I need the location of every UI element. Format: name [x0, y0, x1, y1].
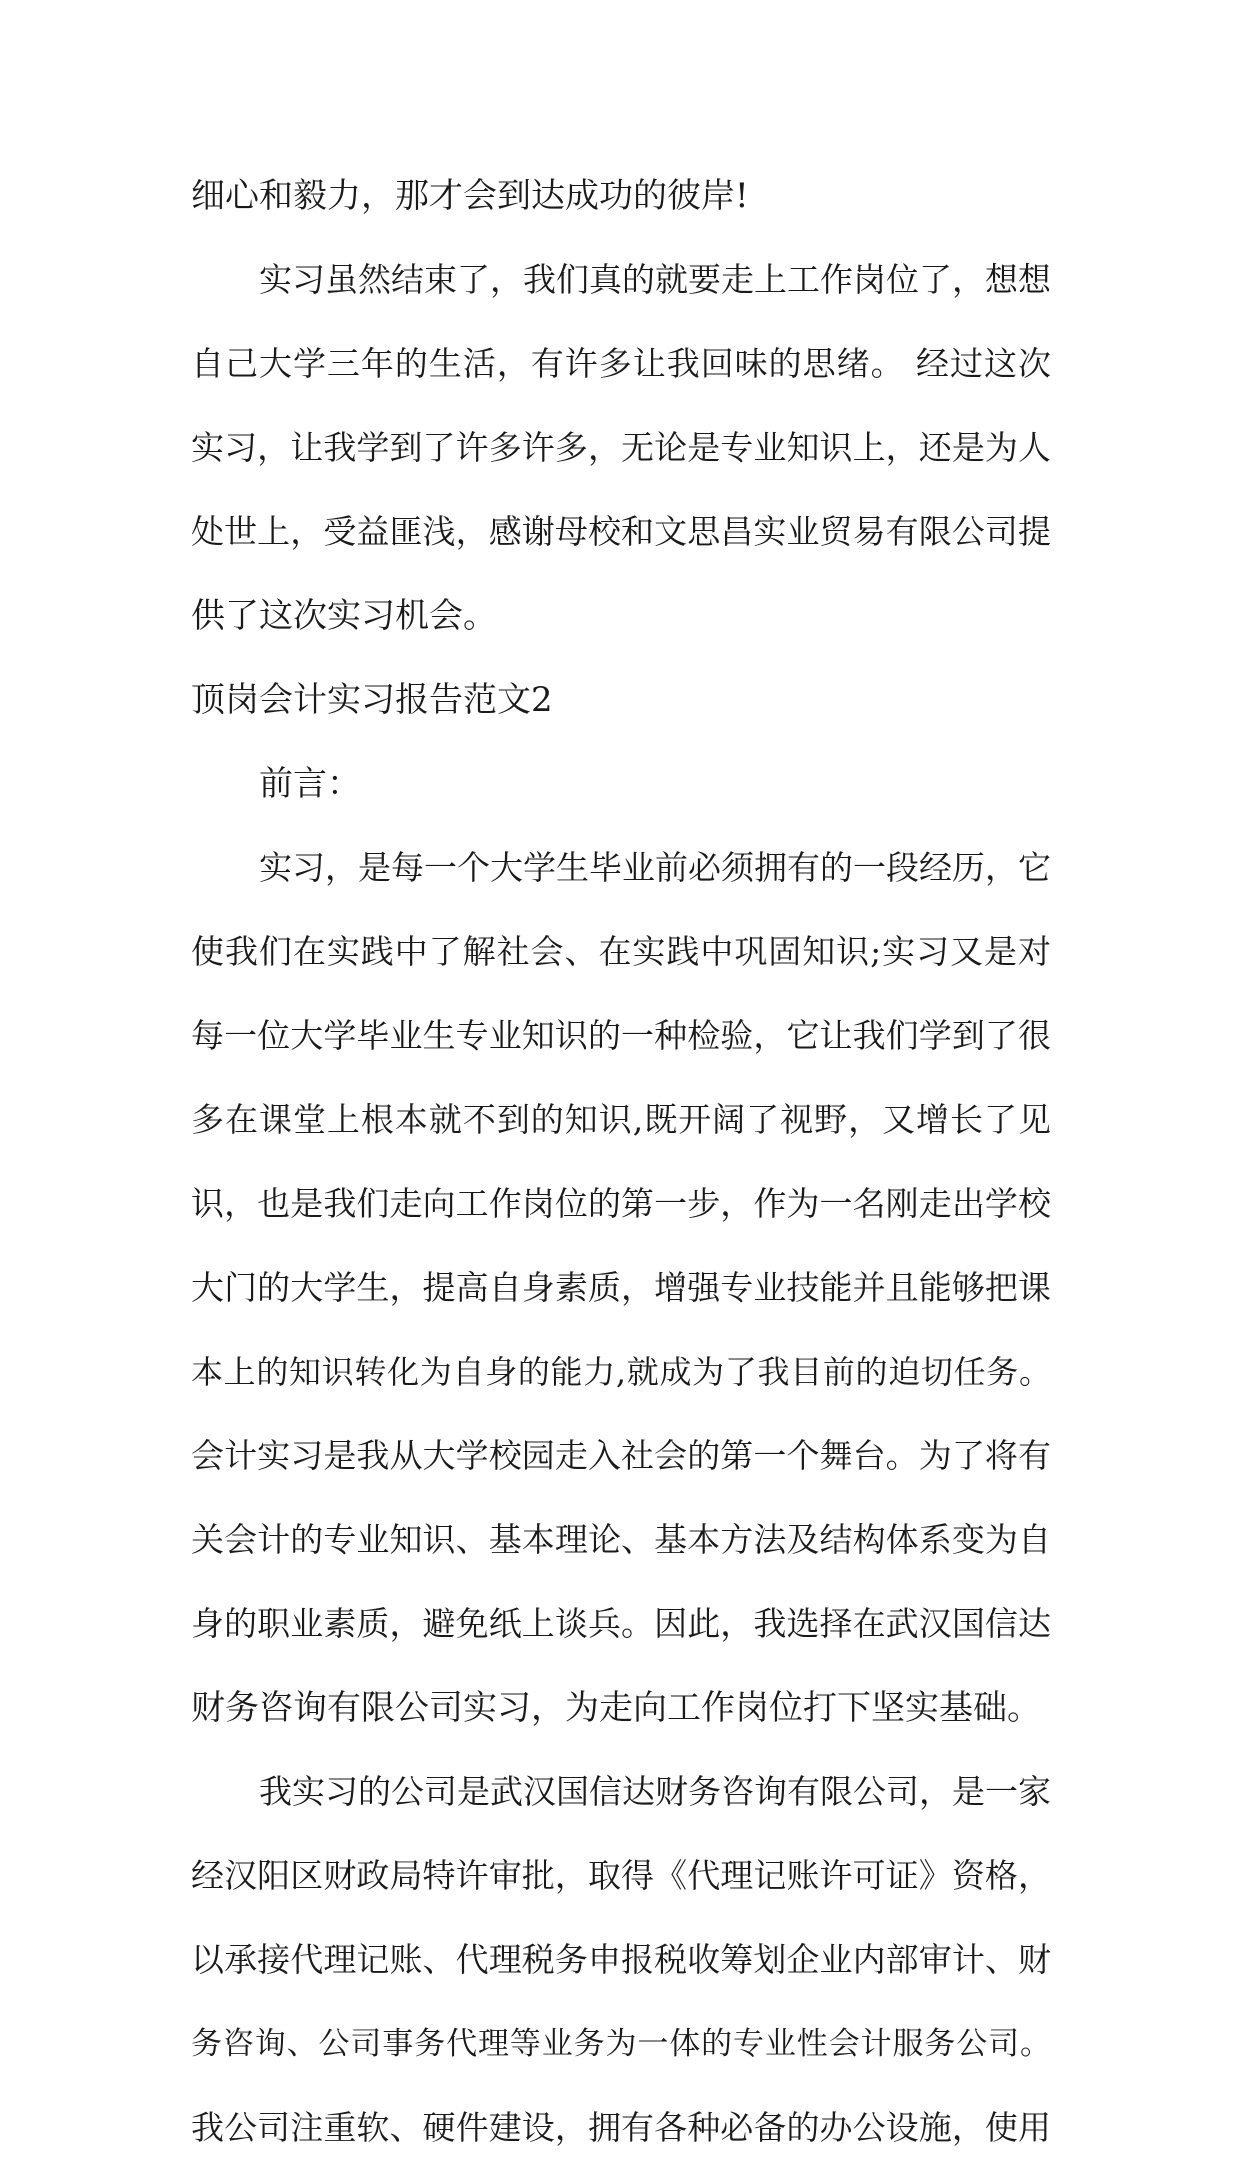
- text-line: 关会计的专业知识、基本理论、基本方法及结构体系变为自: [191, 1520, 1051, 1559]
- text-line: 我公司注重软、硬件建设，拥有各种必备的办公设施，使用: [191, 2108, 1051, 2147]
- text-line: 供了这次实习机会。: [191, 596, 497, 636]
- paragraph-first-line: 实习虽然结束了，我们真的就要走上工作岗位了，想想: [259, 260, 1051, 299]
- text-line: 识，也是我们走向工作岗位的第一步，作为一名刚走出学校: [191, 1184, 1051, 1223]
- text-line: 财务咨询有限公司实习，为走向工作岗位打下坚实基础。: [191, 1688, 1041, 1728]
- text-line: 务咨询、公司事务代理等业务为一体的专业性会计服务公司。: [191, 2026, 1051, 2062]
- text-line: 细心和毅力，那才会到达成功的彼岸!: [191, 176, 749, 216]
- paragraph-first-line: 我实习的公司是武汉国信达财务咨询有限公司，是一家: [259, 1772, 1051, 1811]
- text-line: 实习，让我学到了许多许多，无论是专业知识上，还是为人: [191, 428, 1051, 467]
- preface-label: 前言：: [259, 764, 361, 804]
- text-line: 经汉阳区财政局特许审批，取得《代理记账许可证》资格，: [191, 1856, 1051, 1895]
- text-line: 大门的大学生，提高自身素质，增强专业技能并且能够把课: [191, 1268, 1051, 1307]
- text-line: 身的职业素质，避免纸上谈兵。因此，我选择在武汉国信达: [191, 1604, 1051, 1643]
- section-heading: 顶岗会计实习报告范文2: [191, 680, 553, 720]
- text-line: 本上的知识转化为自身的能力,就成为了我目前的迫切任务。: [191, 1353, 1051, 1391]
- text-line: 以承接代理记账、代理税务申报税收筹划企业内部审计、财: [191, 1940, 1051, 1979]
- paragraph-first-line: 实习，是每一个大学生毕业前必须拥有的一段经历，它: [259, 848, 1051, 887]
- text-line: 处世上，受益匪浅，感谢母校和文思昌实业贸易有限公司提: [191, 512, 1051, 551]
- text-line: 自己大学三年的生活，有许多让我回味的思绪。 经过这次: [191, 344, 1051, 383]
- text-line: 每一位大学毕业生专业知识的一种检验，它让我们学到了很: [191, 1016, 1051, 1055]
- text-line: 会计实习是我从大学校园走入社会的第一个舞台。为了将有: [191, 1436, 1051, 1475]
- text-line: 多在课堂上根本就不到的知识,既开阔了视野，又增长了见: [191, 1100, 1051, 1139]
- document-body: [191, 154, 1051, 2170]
- text-line: 使我们在实践中了解社会、在实践中巩固知识;实习又是对: [191, 932, 1051, 971]
